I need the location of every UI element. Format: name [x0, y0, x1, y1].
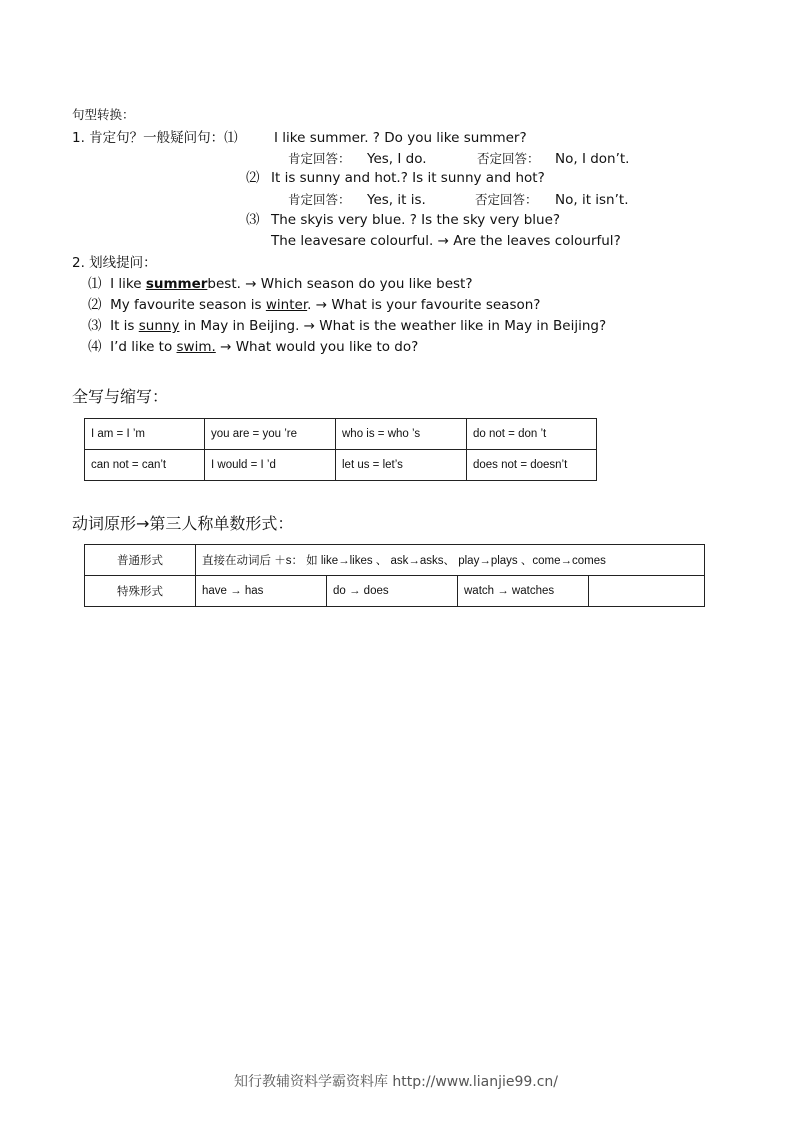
item1-num-2: ⑵ [246, 170, 260, 186]
question-4-text-b: → What would you like to do? [215, 339, 419, 355]
table-row [85, 576, 705, 607]
item1-sentence-1: I like summer. ? Do you like summer? [274, 130, 527, 146]
table-cell: I would = I ’d [205, 450, 336, 481]
table-cell: I am = I ’m [85, 419, 205, 450]
answer2-positive: Yes, it is. [367, 192, 426, 208]
table-cell: who is = who ’s [336, 419, 467, 450]
table-cell: do not = don ’t [467, 419, 597, 450]
question-3-text-a: It is [110, 318, 139, 334]
item1-num-3: ⑶ [246, 212, 260, 228]
question-2-text-b: . → What is your favourite season? [307, 297, 541, 313]
question-3-text-b: in May in Beijing. → What is the weather like in May in Beijing? [179, 318, 607, 334]
item2-prefix: 2. 划线提问： [72, 255, 157, 271]
answer1-positive: Yes, I do. [367, 151, 427, 167]
question-4 [88, 338, 418, 356]
question-4-underlined: swim. [176, 339, 216, 355]
row-label-regular: 普通形式 [85, 545, 196, 576]
question-2-num: ⑵ [88, 297, 102, 313]
footer-watermark: 知行教辅资料学霸资料库 http://www.lianjie99.cn/ [233, 1074, 559, 1090]
table-cell: have → has [196, 576, 327, 607]
table-cell: you are = you ’re [205, 419, 336, 450]
table-cell: watch → watches [458, 576, 589, 607]
table-cell: let us = let’s [336, 450, 467, 481]
table-cell: does not = doesn’t [467, 450, 597, 481]
table-row [85, 545, 705, 576]
table-cell [589, 576, 705, 607]
section-heading-third-person: 动词原形→第三人称单数形式： [72, 514, 294, 533]
table-row [85, 419, 597, 450]
question-1 [88, 275, 473, 293]
question-4-text-a: I’d like to [110, 339, 177, 355]
question-1-underlined: summer [145, 276, 208, 292]
answer2-negative-label: 否定回答： [475, 192, 538, 207]
answer2-positive-label: 肯定回答： [288, 192, 351, 207]
question-2-text-a: My favourite season is [110, 297, 266, 313]
answer1-negative: No, I don’t. [555, 151, 630, 167]
verb-forms-table [84, 544, 705, 607]
question-2-underlined: winter [265, 297, 308, 313]
regular-form-rule: 直接在动词后 ＋s： 如 like→likes 、 ask→asks、 play→plays 、come→comes [196, 545, 705, 576]
question-1-text-b: best. → Which season do you like best? [207, 276, 473, 292]
contractions-table [84, 418, 597, 481]
section-heading-contractions: 全写与缩写： [72, 387, 169, 406]
table-cell: do → does [327, 576, 458, 607]
question-2 [88, 296, 540, 314]
answer1-positive-label: 肯定回答： [288, 151, 351, 166]
answer2-negative: No, it isn’t. [555, 192, 629, 208]
item1-sentence-2: It is sunny and hot.? Is it sunny and hot? [271, 170, 545, 186]
table-cell: can not = can’t [85, 450, 205, 481]
question-3-num: ⑶ [88, 318, 102, 334]
item1-sentence-3: The skyis very blue. ? Is the sky very blue? [271, 212, 561, 228]
item1-sentence-4: The leavesare colourful. → Are the leaves colourful? [271, 233, 621, 249]
question-3 [88, 317, 606, 335]
question-4-num: ⑷ [88, 339, 102, 355]
question-3-underlined: sunny [138, 318, 180, 334]
item1-prefix: 1. 肯定句？一般疑问句：⑴ [72, 130, 238, 146]
answer1-negative-label: 否定回答： [477, 151, 540, 166]
question-1-text-a: I like [110, 276, 146, 292]
section-heading-sentence-transform: 句型转换： [72, 107, 135, 122]
table-row [85, 450, 597, 481]
row-label-special: 特殊形式 [85, 576, 196, 607]
question-1-num: ⑴ [88, 276, 102, 292]
